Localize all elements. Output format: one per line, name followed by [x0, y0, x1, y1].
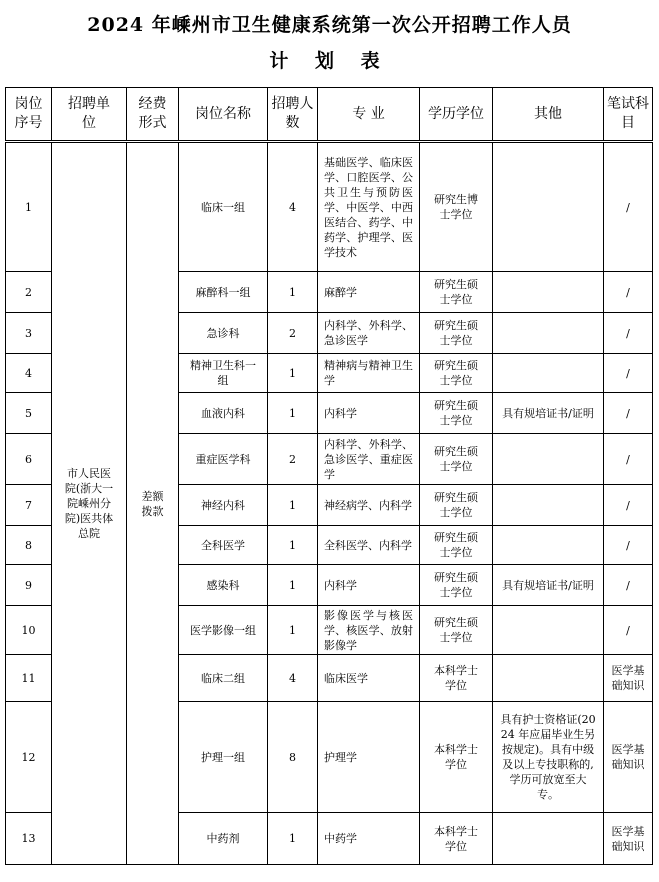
- other-cell: [493, 354, 604, 393]
- exam-cell: /: [604, 272, 653, 313]
- header-post-no: 岗位序号: [6, 88, 52, 142]
- other-cell: [493, 272, 604, 313]
- exam-cell: /: [604, 142, 653, 272]
- post-no-cell: 7: [6, 485, 52, 526]
- post-no-cell: 10: [6, 606, 52, 655]
- degree-cell: 研究生硕士学位: [420, 485, 493, 526]
- major-cell: 内科学: [318, 565, 420, 606]
- exam-cell: /: [604, 354, 653, 393]
- major-cell: 精神病与精神卫生学: [318, 354, 420, 393]
- post-name-cell: 临床二组: [179, 655, 268, 702]
- count-cell: 1: [268, 393, 318, 434]
- degree-cell: 研究生硕士学位: [420, 393, 493, 434]
- header-major: 专 业: [318, 88, 420, 142]
- major-cell: 临床医学: [318, 655, 420, 702]
- count-cell: 1: [268, 354, 318, 393]
- degree-cell: 研究生硕士学位: [420, 606, 493, 655]
- count-cell: 8: [268, 702, 318, 813]
- other-cell: [493, 142, 604, 272]
- header-unit: 招聘单位: [52, 88, 127, 142]
- recruitment-table: [5, 87, 653, 865]
- degree-cell: 研究生博士学位: [420, 142, 493, 272]
- document-title: 2024 年嵊州市卫生健康系统第一次公开招聘工作人员: [87, 14, 572, 36]
- other-cell: [493, 813, 604, 865]
- degree-cell: 研究生硕士学位: [420, 565, 493, 606]
- other-cell: [493, 606, 604, 655]
- post-no-cell: 4: [6, 354, 52, 393]
- degree-cell: 本科学士学位: [420, 702, 493, 813]
- major-cell: 神经病学、内科学: [318, 485, 420, 526]
- count-cell: 2: [268, 434, 318, 485]
- major-cell: 护理学: [318, 702, 420, 813]
- degree-cell: 研究生硕士学位: [420, 313, 493, 354]
- post-name-cell: 精神卫生科一组: [179, 354, 268, 393]
- post-no-cell: 13: [6, 813, 52, 865]
- major-cell: 中药学: [318, 813, 420, 865]
- unit-cell: 市人民医院(浙大一院嵊州分院)医共体总院: [52, 142, 127, 865]
- major-cell: 内科学、外科学、急诊医学: [318, 313, 420, 354]
- major-cell: 内科学: [318, 393, 420, 434]
- count-cell: 2: [268, 313, 318, 354]
- post-name-cell: 神经内科: [179, 485, 268, 526]
- exam-cell: /: [604, 485, 653, 526]
- header-funding: 经费形式: [127, 88, 179, 142]
- post-no-cell: 6: [6, 434, 52, 485]
- degree-cell: 本科学士学位: [420, 655, 493, 702]
- header-other: 其他: [493, 88, 604, 142]
- header-post-name: 岗位名称: [179, 88, 268, 142]
- exam-cell: 医学基础知识: [604, 702, 653, 813]
- post-name-cell: 临床一组: [179, 142, 268, 272]
- post-no-cell: 11: [6, 655, 52, 702]
- exam-cell: /: [604, 313, 653, 354]
- count-cell: 1: [268, 272, 318, 313]
- count-cell: 1: [268, 813, 318, 865]
- post-no-cell: 8: [6, 526, 52, 565]
- exam-cell: 医学基础知识: [604, 655, 653, 702]
- exam-cell: /: [604, 434, 653, 485]
- count-cell: 4: [268, 142, 318, 272]
- major-cell: 全科医学、内科学: [318, 526, 420, 565]
- count-cell: 4: [268, 655, 318, 702]
- other-cell: 具有规培证书/证明: [493, 393, 604, 434]
- other-cell: [493, 434, 604, 485]
- post-name-cell: 麻醉科一组: [179, 272, 268, 313]
- table-row: [6, 142, 653, 272]
- header-row: [6, 88, 653, 142]
- post-no-cell: 5: [6, 393, 52, 434]
- major-cell: 影像医学与核医学、核医学、放射影像学: [318, 606, 420, 655]
- post-no-cell: 1: [6, 142, 52, 272]
- count-cell: 1: [268, 565, 318, 606]
- post-name-cell: 急诊科: [179, 313, 268, 354]
- count-cell: 1: [268, 606, 318, 655]
- other-cell: [493, 485, 604, 526]
- post-name-cell: 血液内科: [179, 393, 268, 434]
- header-exam: 笔试科目: [604, 88, 653, 142]
- post-name-cell: 中药剂: [179, 813, 268, 865]
- post-no-cell: 9: [6, 565, 52, 606]
- other-cell: [493, 313, 604, 354]
- count-cell: 1: [268, 485, 318, 526]
- exam-cell: /: [604, 606, 653, 655]
- post-name-cell: 医学影像一组: [179, 606, 268, 655]
- degree-cell: 研究生硕士学位: [420, 526, 493, 565]
- header-count: 招聘人数: [268, 88, 318, 142]
- degree-cell: 研究生硕士学位: [420, 354, 493, 393]
- post-no-cell: 12: [6, 702, 52, 813]
- post-name-cell: 护理一组: [179, 702, 268, 813]
- header-degree: 学历学位: [420, 88, 493, 142]
- exam-cell: /: [604, 393, 653, 434]
- funding-cell: 差额拨款: [127, 142, 179, 865]
- count-cell: 1: [268, 526, 318, 565]
- exam-cell: /: [604, 565, 653, 606]
- other-cell: [493, 655, 604, 702]
- post-name-cell: 感染科: [179, 565, 268, 606]
- other-cell: 具有护士资格证(2024 年应届毕业生另按规定)。具有中级及以上专技职称的,学历可放宽至大专。: [493, 702, 604, 813]
- post-no-cell: 2: [6, 272, 52, 313]
- post-name-cell: 重症医学科: [179, 434, 268, 485]
- document-subtitle: 计 划 表: [269, 50, 390, 72]
- degree-cell: 研究生硕士学位: [420, 272, 493, 313]
- exam-cell: 医学基础知识: [604, 813, 653, 865]
- post-no-cell: 3: [6, 313, 52, 354]
- degree-cell: 本科学士学位: [420, 813, 493, 865]
- other-cell: [493, 526, 604, 565]
- post-name-cell: 全科医学: [179, 526, 268, 565]
- major-cell: 麻醉学: [318, 272, 420, 313]
- major-cell: 基础医学、临床医学、口腔医学、公共卫生与预防医学、中医学、中西医结合、药学、中药学、护理学、医学技术: [318, 142, 420, 272]
- exam-cell: /: [604, 526, 653, 565]
- major-cell: 内科学、外科学、急诊医学、重症医学: [318, 434, 420, 485]
- degree-cell: 研究生硕士学位: [420, 434, 493, 485]
- other-cell: 具有规培证书/证明: [493, 565, 604, 606]
